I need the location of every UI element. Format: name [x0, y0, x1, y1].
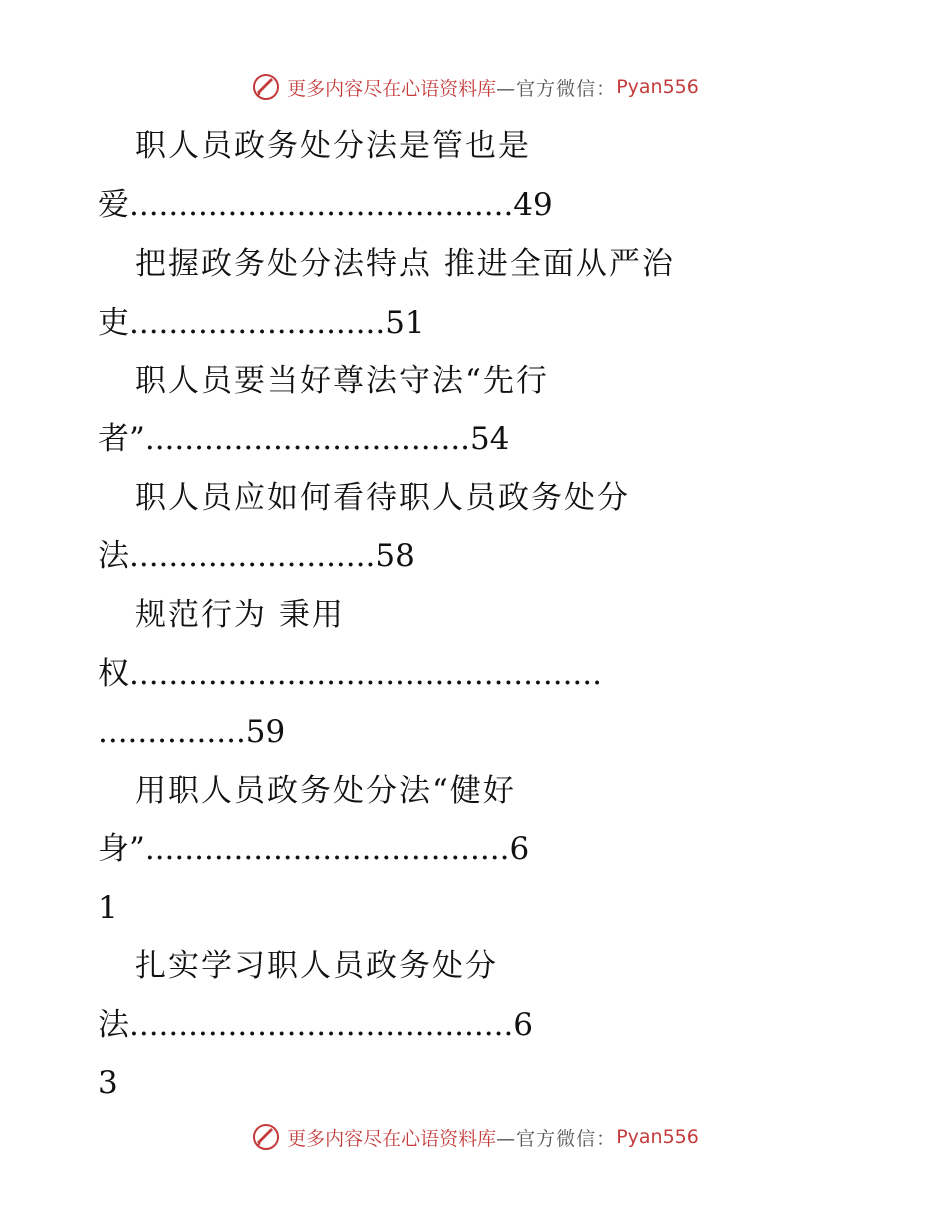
- toc-entry-leader: 权................................................: [98, 656, 602, 692]
- watermark-id-text: Pyan556: [616, 76, 699, 98]
- toc-entry-title: 职人员政务处分法是管也是: [135, 128, 531, 164]
- toc-entry-title: 把握政务处分法特点 推进全面从严治: [135, 246, 675, 282]
- quill-logo-icon: [251, 1122, 281, 1152]
- watermark-id-text: Pyan556: [616, 1126, 699, 1148]
- toc-entry-page: 3: [98, 1065, 118, 1101]
- toc-entry-title: 用职人员政务处分法“健好: [135, 773, 516, 809]
- watermark-main-text: 更多内容尽在心语资料库: [287, 77, 497, 100]
- toc-entry-leader: 法.........................58: [98, 538, 415, 574]
- toc-entry-title: 职人员要当好尊法守法“先行: [135, 363, 549, 399]
- toc-entry-leader: 身”.....................................6: [98, 831, 530, 867]
- quill-logo-icon: [251, 72, 281, 102]
- watermark-sub-text: —官方微信：: [496, 1127, 617, 1150]
- toc-entry-leader: 法.......................................6: [98, 1007, 534, 1043]
- toc-entry-title: 扎实学习职人员政务处分: [135, 948, 498, 984]
- toc-entry-title: 职人员应如何看待职人员政务处分: [135, 480, 630, 516]
- toc-entry-leader: 者”.................................54: [98, 421, 510, 457]
- toc-entry-leader: ...............59: [98, 714, 286, 750]
- toc-entry-page: 1: [98, 890, 118, 926]
- toc-entry-title: 规范行为 秉用: [135, 597, 345, 633]
- watermark-main-text: 更多内容尽在心语资料库: [287, 1127, 497, 1150]
- footer-watermark: [0, 1122, 950, 1152]
- toc-entry-leader: 吏..........................51: [98, 305, 425, 341]
- toc-entry-leader: 爱.......................................49: [98, 187, 553, 223]
- header-watermark: [0, 72, 950, 102]
- watermark-sub-text: —官方微信：: [496, 77, 617, 100]
